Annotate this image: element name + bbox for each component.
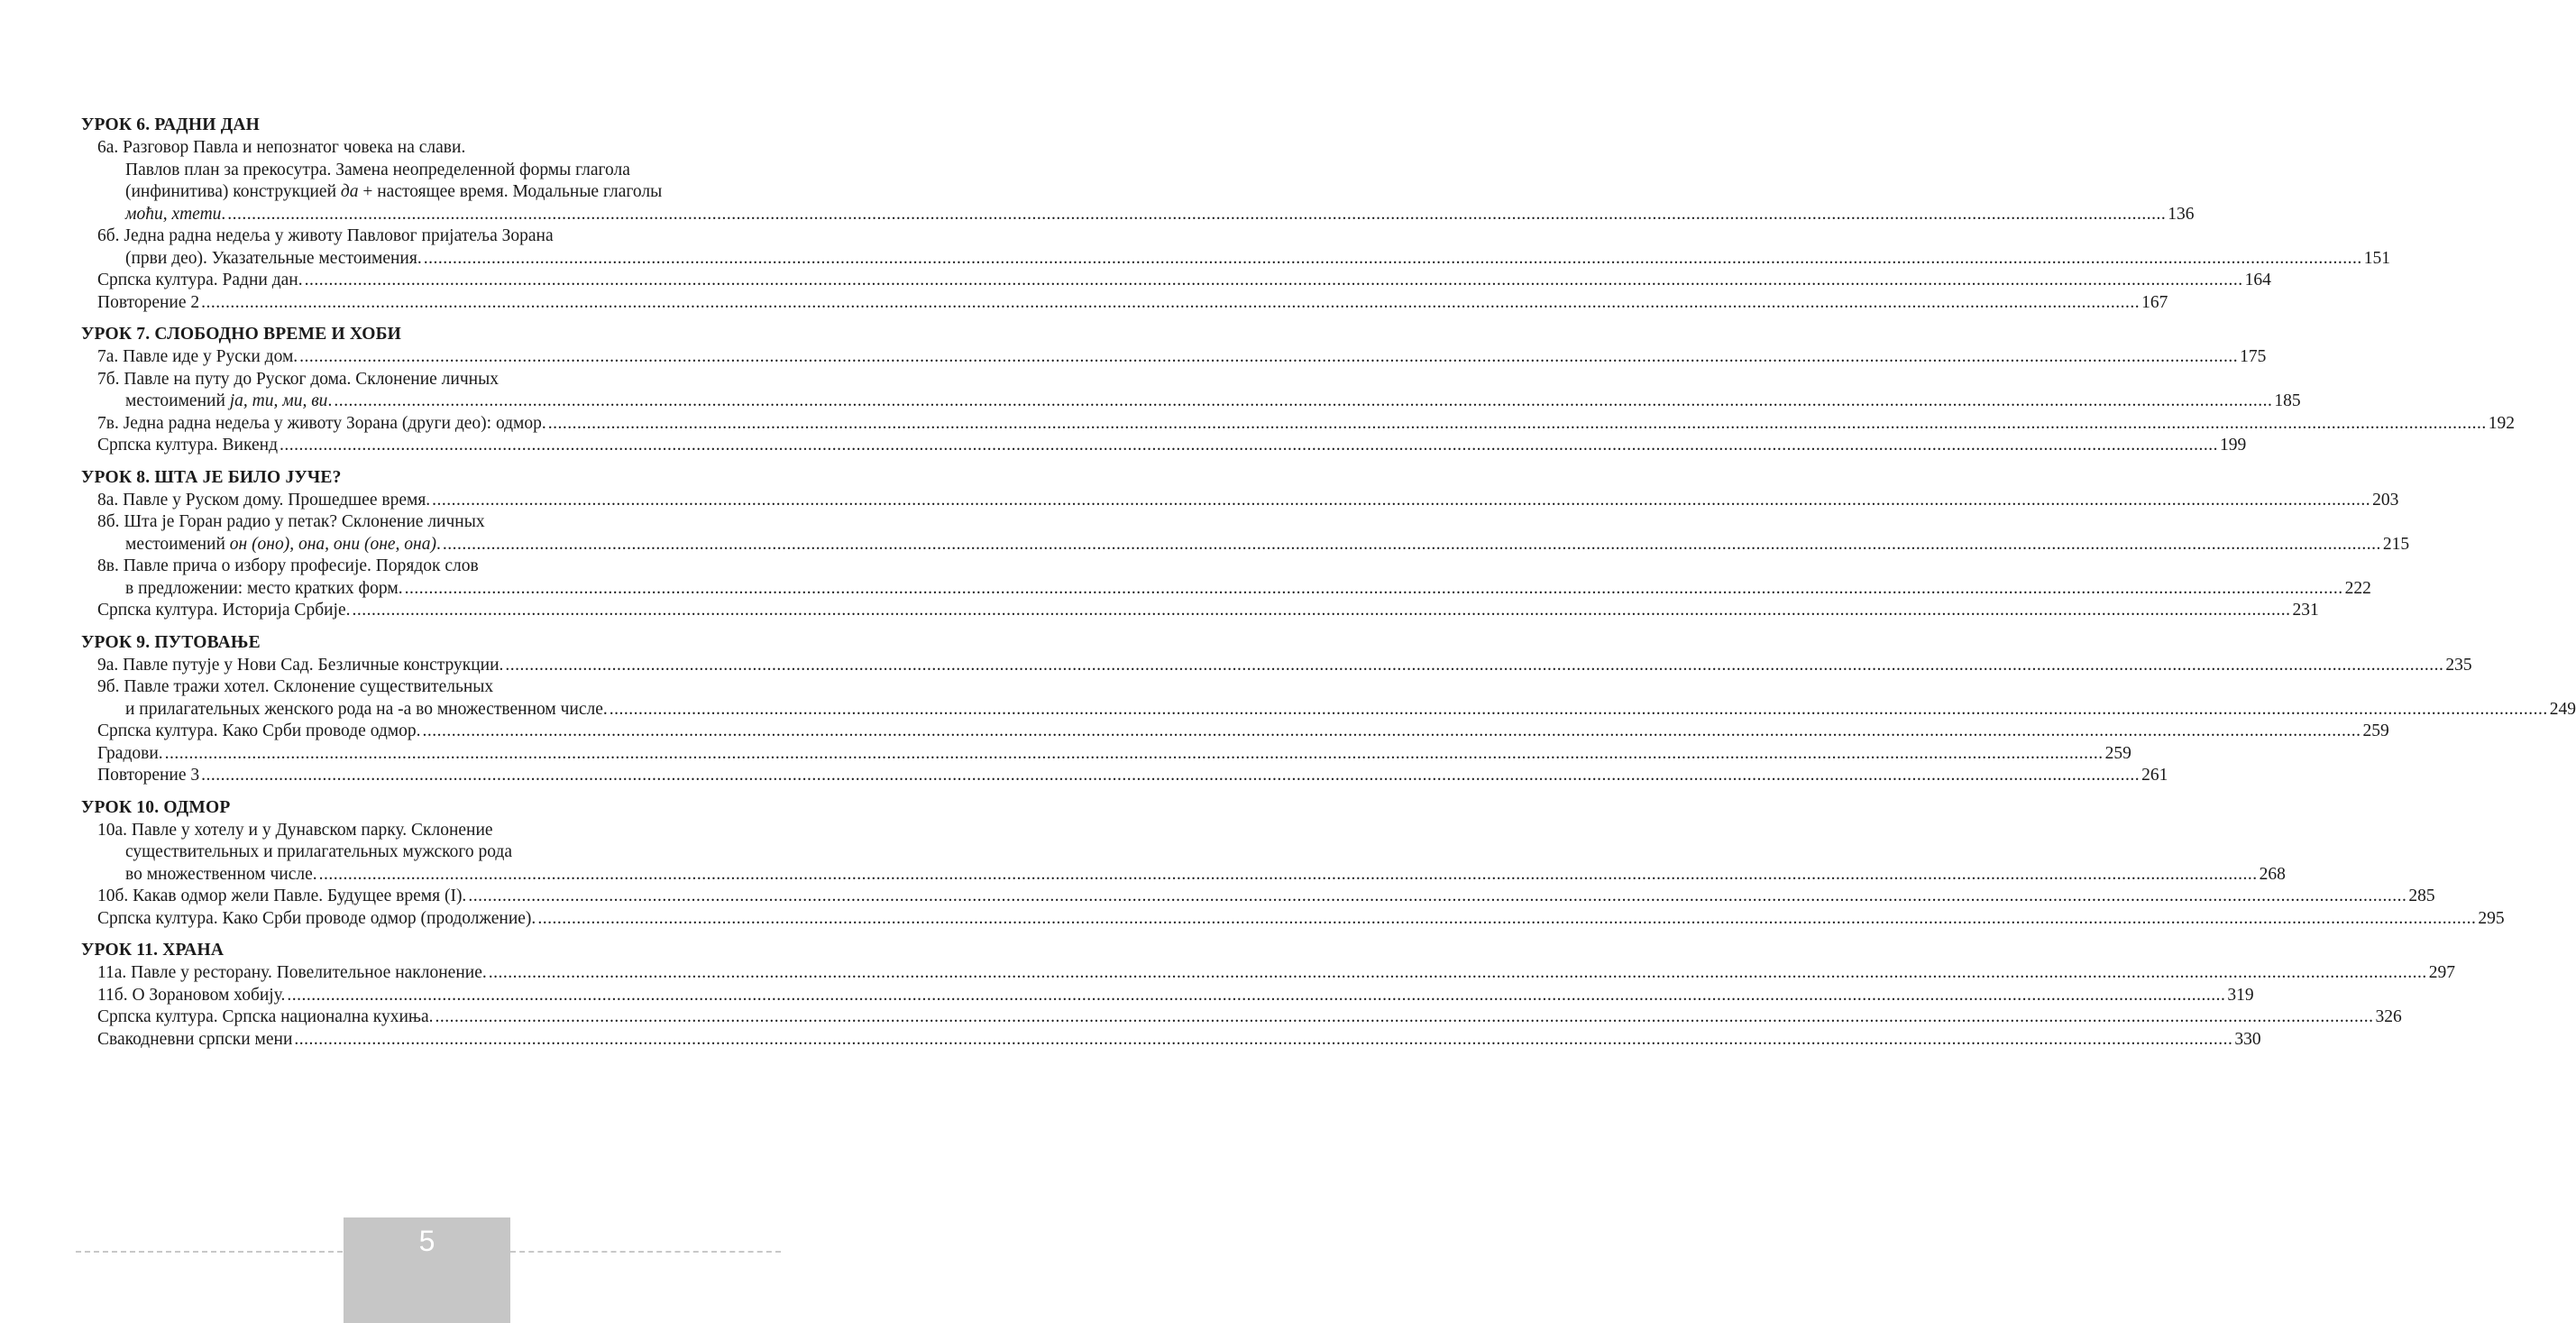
section-title: УРОК 11. ХРАНА bbox=[81, 941, 225, 960]
dot-leader: ................................................................................................................................................................................................................................................................................................................................................................................................................ bbox=[280, 436, 2218, 455]
entry-text-segment: 8б. Шта је Горан радио у петак? Склонение личных bbox=[97, 512, 485, 531]
entry-text bbox=[97, 556, 479, 575]
page-number-box bbox=[344, 1217, 510, 1323]
toc-entry bbox=[81, 225, 2390, 270]
page-ref: 136 bbox=[2168, 204, 2195, 224]
toc-entry bbox=[81, 511, 2410, 556]
entry-text bbox=[97, 765, 199, 787]
toc-entry bbox=[81, 886, 2435, 908]
page-ref: 235 bbox=[2445, 655, 2472, 675]
entry-line bbox=[97, 886, 2435, 908]
dot-leader: ................................................................................................................................................................................................................................................................................................................................................................................................................ bbox=[352, 601, 2291, 620]
entry-line bbox=[97, 908, 2505, 931]
entry-text-segment: Српска култура. Како Срби проводе одмор (продолжение). bbox=[97, 908, 536, 928]
entry-text-segment: местоимений bbox=[125, 391, 230, 410]
entry-text bbox=[97, 985, 285, 1007]
entry-text-segment: Павлов план за прекосутра. Замена неопределенной формы глагола bbox=[125, 160, 630, 179]
toc-entry bbox=[81, 985, 2254, 1007]
entry-line bbox=[97, 699, 2576, 721]
entry-line bbox=[97, 225, 757, 248]
toc-entry bbox=[81, 908, 2505, 931]
section-title: УРОК 10. ОДМОР bbox=[81, 797, 231, 817]
entry-text-segment: 10б. Какав одмор жели Павле. Будущее время (I). bbox=[97, 887, 467, 905]
entry-text bbox=[125, 161, 630, 179]
entry-text bbox=[97, 721, 421, 743]
dot-leader: ................................................................................................................................................................................................................................................................................................................................................................................................................ bbox=[423, 248, 2362, 268]
dot-leader: ................................................................................................................................................................................................................................................................................................................................................................................................................ bbox=[294, 1029, 2233, 1049]
section-title: УРОК 7. СЛОБОДНО ВРЕМЕ И ХОБИ bbox=[81, 325, 402, 344]
entry-text-segment: Свакодневни српски мени bbox=[97, 1029, 293, 1049]
entry-line bbox=[97, 248, 2390, 271]
dot-leader: ................................................................................................................................................................................................................................................................................................................................................................................................................ bbox=[547, 413, 2487, 433]
page-ref: 167 bbox=[2141, 292, 2168, 312]
entry-line bbox=[97, 413, 2516, 436]
toc-section bbox=[81, 323, 2516, 457]
entry-text-segment: Српска култура. Како Срби проводе одмор. bbox=[97, 721, 421, 740]
entry-text-segment: 6а. Разговор Павла и непознатог човека на слави. bbox=[97, 138, 466, 157]
entry-line bbox=[97, 962, 2455, 985]
entry-text-segment: (први део). Указательные местоимения. bbox=[125, 248, 422, 268]
entry-text bbox=[125, 248, 422, 271]
entry-line bbox=[97, 721, 2389, 743]
dot-leader: ................................................................................................................................................................................................................................................................................................................................................................................................................ bbox=[609, 699, 2548, 719]
footer-dashed-rule-left bbox=[76, 1251, 343, 1253]
entry-text bbox=[125, 182, 662, 201]
dot-leader: ................................................................................................................................................................................................................................................................................................................................................................................................................ bbox=[299, 347, 2239, 366]
dot-leader: ................................................................................................................................................................................................................................................................................................................................................................................................................ bbox=[164, 743, 2104, 763]
dot-leader: ................................................................................................................................................................................................................................................................................................................................................................................................................ bbox=[287, 985, 2226, 1005]
toc-entry bbox=[81, 1006, 2402, 1029]
entry-text bbox=[97, 292, 199, 315]
entry-text-italic: ја, ти, ми, ви bbox=[229, 391, 328, 410]
entry-text-segment: 11б. О Зорановом хобију. bbox=[97, 985, 286, 1005]
entry-text-segment: 8в. Павле прича о избору професије. Порядок слов bbox=[97, 556, 479, 575]
entry-text-segment: во множественном числе. bbox=[125, 864, 317, 884]
toc-entry bbox=[81, 743, 2131, 766]
page-ref: 319 bbox=[2227, 985, 2254, 1005]
entry-line bbox=[97, 137, 757, 160]
entry-line bbox=[97, 181, 757, 204]
toc-entry bbox=[81, 413, 2516, 436]
entry-text-segment: существительных и прилагательных мужского рода bbox=[125, 842, 513, 861]
entry-text-segment: 11а. Павле у ресторану. Повелительное наклонение. bbox=[97, 963, 487, 982]
dot-leader: ................................................................................................................................................................................................................................................................................................................................................................................................................ bbox=[488, 963, 2427, 982]
page-ref: 249 bbox=[2549, 699, 2576, 719]
entry-text bbox=[97, 600, 351, 622]
dot-leader: ................................................................................................................................................................................................................................................................................................................................................................................................................ bbox=[422, 721, 2361, 740]
entry-line bbox=[97, 534, 2410, 556]
entry-text bbox=[125, 842, 512, 861]
entry-text-segment: 10а. Павле у хотелу и у Дунавском парку. Склонение bbox=[97, 820, 493, 840]
entry-text bbox=[97, 743, 163, 766]
toc-entry bbox=[81, 346, 2267, 369]
entry-text-segment: Српска култура. Викенд bbox=[97, 436, 278, 455]
toc-entry bbox=[81, 721, 2389, 743]
entry-text bbox=[97, 1029, 292, 1052]
page-ref: 215 bbox=[2382, 534, 2410, 554]
entry-text-segment: . bbox=[435, 534, 441, 554]
toc-entry bbox=[81, 655, 2472, 677]
page-ref: 199 bbox=[2220, 436, 2247, 455]
dot-leader: ................................................................................................................................................................................................................................................................................................................................................................................................................ bbox=[201, 766, 2141, 785]
entry-text-segment: 7а. Павле иде у Руски дом. bbox=[97, 347, 298, 366]
dot-leader: ................................................................................................................................................................................................................................................................................................................................................................................................................ bbox=[304, 271, 2243, 289]
page-ref: 268 bbox=[2259, 864, 2286, 884]
entry-text bbox=[97, 677, 493, 696]
toc-entry bbox=[81, 820, 2286, 887]
entry-line bbox=[97, 292, 2168, 315]
entry-line bbox=[97, 864, 2286, 887]
entry-text bbox=[97, 962, 487, 985]
entry-text bbox=[97, 370, 499, 389]
dot-leader: ................................................................................................................................................................................................................................................................................................................................................................................................................ bbox=[537, 908, 2477, 928]
entry-text bbox=[97, 886, 466, 908]
entry-line bbox=[97, 346, 2267, 369]
toc-section bbox=[81, 466, 2410, 622]
entry-text bbox=[125, 534, 441, 556]
entry-text-segment: 9а. Павле путује у Нови Сад. Безличные конструкции. bbox=[97, 655, 504, 675]
entry-line bbox=[97, 1029, 2261, 1052]
toc-entry bbox=[81, 600, 2319, 622]
entry-text bbox=[97, 413, 546, 436]
entry-line bbox=[97, 204, 2195, 226]
page-ref: 192 bbox=[2488, 413, 2516, 433]
entry-text bbox=[97, 821, 493, 840]
entry-line bbox=[97, 270, 2271, 292]
entry-line bbox=[97, 600, 2319, 622]
entry-line bbox=[97, 676, 757, 699]
entry-text bbox=[125, 204, 225, 226]
toc-entry bbox=[81, 137, 2195, 225]
page-ref: 297 bbox=[2428, 963, 2455, 982]
toc-entry bbox=[81, 369, 2301, 413]
toc-entry bbox=[81, 676, 2576, 721]
page-ref: 285 bbox=[2408, 887, 2435, 905]
entry-text bbox=[97, 435, 278, 457]
entry-text-segment: Повторение 2 bbox=[97, 292, 200, 312]
page-ref: 326 bbox=[2375, 1007, 2402, 1026]
entry-line bbox=[97, 765, 2168, 787]
entry-text bbox=[97, 908, 536, 931]
toc-entry bbox=[81, 435, 2247, 457]
entry-line bbox=[97, 820, 757, 842]
entry-text bbox=[97, 1006, 434, 1029]
toc-entry bbox=[81, 765, 2168, 787]
entry-text bbox=[125, 390, 332, 413]
entry-text bbox=[97, 346, 298, 369]
toc-section bbox=[81, 796, 2505, 931]
page-ref: 222 bbox=[2344, 578, 2371, 598]
entry-line bbox=[97, 160, 757, 182]
dot-leader: ................................................................................................................................................................................................................................................................................................................................................................................................................ bbox=[468, 887, 2407, 905]
entry-text bbox=[125, 864, 317, 887]
dot-leader: ................................................................................................................................................................................................................................................................................................................................................................................................................ bbox=[442, 534, 2381, 554]
entry-text bbox=[97, 138, 465, 157]
page-ref: 295 bbox=[2478, 908, 2505, 928]
entry-line bbox=[97, 655, 2472, 677]
entry-text-segment: 6б. Једна радна недеља у животу Павловог пријатеља Зорана bbox=[97, 226, 554, 245]
entry-text-segment: . bbox=[221, 204, 226, 224]
page-ref: 330 bbox=[2234, 1029, 2261, 1049]
toc-entry bbox=[81, 1029, 2261, 1052]
entry-text bbox=[97, 270, 303, 292]
entry-text-italic: да bbox=[340, 182, 359, 201]
section-title: УРОК 9. ПУТОВАЊЕ bbox=[81, 632, 261, 652]
entry-text-segment: . bbox=[327, 391, 333, 410]
page-ref: 259 bbox=[2104, 743, 2131, 763]
entry-text-segment: Српска култура. Радни дан. bbox=[97, 271, 303, 289]
toc-section bbox=[81, 631, 2576, 787]
entry-text-italic: он (оно), она, они (оне, она) bbox=[229, 534, 436, 554]
entry-text bbox=[97, 490, 430, 512]
entry-line bbox=[97, 841, 757, 864]
entry-text-segment: Српска култура. Историја Србије. bbox=[97, 601, 351, 620]
entry-text-segment: 9б. Павле тражи хотел. Склонение существительных bbox=[97, 677, 494, 696]
toc-entry bbox=[81, 270, 2271, 292]
entry-text-segment: 8а. Павле у Руском дому. Прошедшее время. bbox=[97, 490, 431, 510]
page-ref: 259 bbox=[2362, 721, 2389, 740]
entry-line bbox=[97, 578, 2371, 601]
page-ref: 261 bbox=[2141, 766, 2168, 785]
toc-entry bbox=[81, 962, 2455, 985]
entry-line bbox=[97, 369, 757, 391]
toc-entry bbox=[81, 556, 2371, 600]
toc-entry bbox=[81, 490, 2399, 512]
entry-line bbox=[97, 556, 757, 578]
dot-leader: ................................................................................................................................................................................................................................................................................................................................................................................................................ bbox=[334, 391, 2273, 410]
dot-leader: ................................................................................................................................................................................................................................................................................................................................................................................................................ bbox=[318, 864, 2258, 884]
entry-text-segment: и прилагательных женского рода на -а во множественном числе. bbox=[125, 699, 608, 719]
entry-text-segment: 7б. Павле на путу до Руског дома. Склонение личных bbox=[97, 369, 499, 389]
dot-leader: ................................................................................................................................................................................................................................................................................................................................................................................................................ bbox=[505, 655, 2444, 675]
entry-text-segment: (инфинитива) конструкцией bbox=[125, 182, 341, 201]
entry-text-segment: Српска култура. Српска национална кухиња. bbox=[97, 1007, 434, 1026]
entry-line bbox=[97, 743, 2131, 766]
toc-section bbox=[81, 939, 2455, 1051]
toc-entry bbox=[81, 292, 2168, 315]
entry-line bbox=[97, 490, 2399, 512]
dot-leader: ................................................................................................................................................................................................................................................................................................................................................................................................................ bbox=[201, 292, 2141, 312]
entry-text-segment: Градови. bbox=[97, 743, 163, 763]
entry-text bbox=[97, 512, 485, 531]
table-of-contents bbox=[81, 114, 2576, 1060]
dot-leader: ................................................................................................................................................................................................................................................................................................................................................................................................................ bbox=[404, 578, 2343, 598]
dot-leader: ................................................................................................................................................................................................................................................................................................................................................................................................................ bbox=[435, 1007, 2374, 1026]
entry-text bbox=[125, 699, 608, 721]
entry-text bbox=[97, 655, 503, 677]
page-ref: 185 bbox=[2274, 391, 2301, 410]
entry-text-segment: Повторение 3 bbox=[97, 766, 200, 785]
entry-line bbox=[97, 985, 2254, 1007]
entry-text-segment: 7в. Једна радна недеља у животу Зорана (други део): одмор. bbox=[97, 413, 546, 433]
dot-leader: ................................................................................................................................................................................................................................................................................................................................................................................................................ bbox=[227, 204, 2167, 224]
page-ref: 175 bbox=[2240, 347, 2267, 366]
entry-text-segment: в предложении: место кратких форм. bbox=[125, 578, 403, 598]
page-ref: 203 bbox=[2372, 490, 2399, 510]
entry-text-segment: местоимений bbox=[125, 534, 230, 554]
dot-leader: ................................................................................................................................................................................................................................................................................................................................................................................................................ bbox=[432, 490, 2371, 510]
entry-text-segment: + настоящее время. Модальные глаголы bbox=[358, 182, 663, 201]
entry-line bbox=[97, 1006, 2402, 1029]
entry-line bbox=[97, 511, 757, 534]
entry-line bbox=[97, 390, 2301, 413]
page-ref: 231 bbox=[2292, 601, 2319, 620]
entry-text bbox=[97, 226, 554, 245]
entry-text bbox=[125, 578, 403, 601]
page-ref: 164 bbox=[2244, 271, 2271, 289]
page-ref: 151 bbox=[2363, 248, 2390, 268]
entry-text-italic: моћи, хтети bbox=[125, 204, 222, 224]
toc-section bbox=[81, 114, 2390, 314]
page-number: 5 bbox=[418, 1225, 435, 1257]
section-title: УРОК 8. ШТА ЈЕ БИЛО ЈУЧЕ? bbox=[81, 467, 342, 487]
section-title: УРОК 6. РАДНИ ДАН bbox=[81, 115, 260, 134]
footer-dashed-rule-right bbox=[510, 1251, 781, 1253]
entry-line bbox=[97, 435, 2247, 457]
